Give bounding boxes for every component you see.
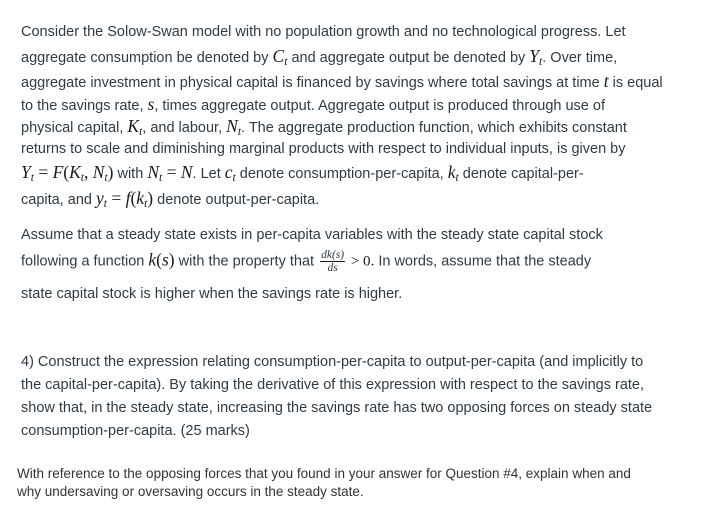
math-Y-t: $Y_t$ xyxy=(529,46,543,68)
question4-line-2: the capital-per-capita). By taking the derivative of this expression with respect to the savings rate, xyxy=(21,377,645,393)
math-K-t: $K_t$ xyxy=(127,116,143,138)
intro-line-1: Consider the Solow-Swan model with no population growth and no technological progress. Let xyxy=(21,24,626,40)
math-k-of-s: k(s) xyxy=(148,249,175,270)
greater-than-zero: > 0 xyxy=(347,253,371,270)
steady-line-1: Assume that a steady state exists in per-capita variables with the steady state capital stock xyxy=(21,227,603,243)
followup-line-2: why undersaving or oversaving occurs in the steady state. xyxy=(17,484,364,499)
steady-line-3: state capital stock is higher when the savings rate is higher. xyxy=(21,286,403,302)
math-N-t: $N_t$ xyxy=(226,116,242,138)
intro-line-3: aggregate investment in physical capital is financed by savings where total savings at time t is equal xyxy=(21,71,663,91)
question4-line-4: consumption-per-capita. (25 marks) xyxy=(21,423,250,439)
question4-line-3: show that, in the steady state, increasing the savings rate has two opposing forces on steady state xyxy=(21,400,653,416)
intro-line-8: capita, and $y_t = f(k_t)$ denote output-per-capita. xyxy=(21,188,320,210)
intro-line-7: $Y_t = F(K_t$, $N_t$) with $N_t = N$. Let $c_t$ denote consumption-per-capita, $k_t$ denote capital-per- xyxy=(21,162,584,184)
intro-line-4: to the savings rate, s, times aggregate output. Aggregate output is produced through use of xyxy=(21,94,605,114)
production-function: $Y_t = F(K_t$, $N_t$) xyxy=(21,162,114,184)
intro-line-5: physical capital, $K_t$, and labour, $N_t$. The aggregate production function, which exhibits constant xyxy=(21,116,627,138)
math-c-t: $c_t$ xyxy=(224,162,236,184)
intro-line-6: returns to scale and diminishing marginal products with respect to individual inputs, is given by xyxy=(21,141,626,157)
per-capita-output: $y_t = f(k_t)$ xyxy=(95,188,154,210)
labour-constant: $N_t = N$ xyxy=(147,162,193,184)
question4-line-1: 4) Construct the expression relating consumption-per-capita to output-per-capita (and implicitly to xyxy=(21,354,644,370)
intro-line-2: aggregate consumption be denoted by $C_t$ and aggregate output be denoted by $Y_t$. Over time, xyxy=(21,46,618,68)
math-k-t: $k_t$ xyxy=(447,162,459,184)
steady-line-2: following a function k(s) with the property that $\frac{dk(s)}{ds}$ > 0. In words, assume that the steady xyxy=(21,249,592,274)
derivative-fraction: $\frac{dk(s)}{ds}$ xyxy=(321,249,345,274)
math-C-t: $C_t$ xyxy=(272,46,288,68)
math-t: t xyxy=(603,71,609,91)
followup-line-1: With reference to the opposing forces that you found in your answer for Question #4, explain when and xyxy=(17,466,631,481)
math-s: s xyxy=(147,94,155,114)
